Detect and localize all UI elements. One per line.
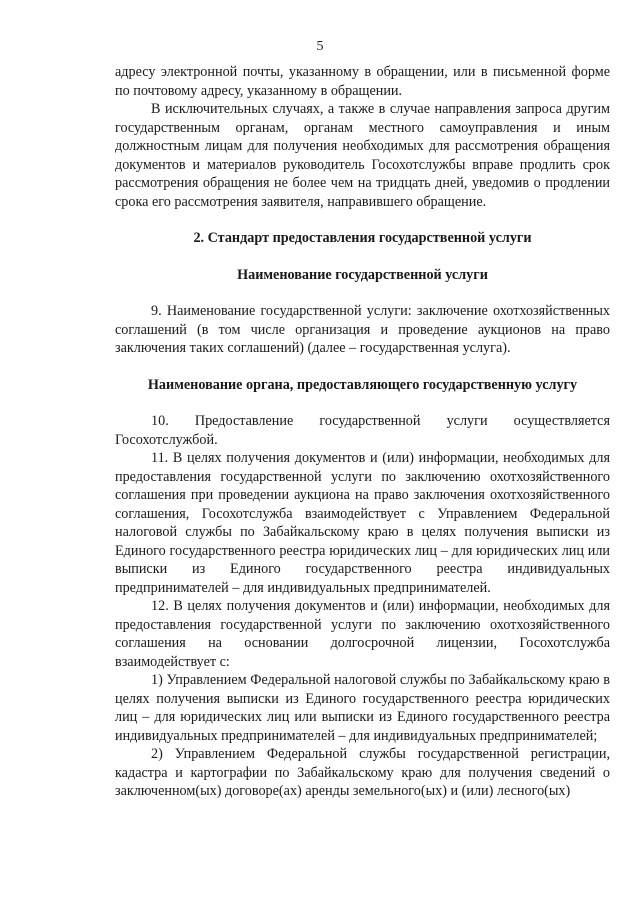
paragraph-continuation: адресу электронной почты, указанному в обращении, или в письменной форме по почтовому адресу, указанному в обращении. [115,64,610,99]
item-9: 9. Наименование государственной услуги: заключение охотхозяйственных соглашений (в том числе организация и проведение аукционов на право заключения таких соглашений) (далее – государственная услуга). [115,303,610,356]
item-12-2: 2) Управлением Федеральной службы государственной регистрации, кадастра и картографии по Забайкальскому краю для получения сведений о заключенном(ых) договоре(ах) аренды земельного(ых) и (или) лесного(ых) [115,746,610,799]
paragraph-exceptional-cases: В исключительных случаях, а также в случае направления запроса другим государственным органам, органам местного самоуправления и иным должностным лицам для получения необходимых для рассмотрения обращения документов и материалов руководитель Госохотслужбы вправе продлить срок рассмотрения обращения не более чем на тридцать дней, уведомив о продлении срока его рассмотрения заявителя, направившего обращение. [115,101,610,210]
item-12: 12. В целях получения документов и (или) информации, необходимых для предоставления государственной услуги по заключению охотхозяйственного соглашения на основании долгосрочной лицензии, Госохотслужба взаимодействует с: [115,598,610,670]
item-12-1: 1) Управлением Федеральной налоговой службы по Забайкальскому краю в целях получения выписки из Единого государственного реестра юридических лиц – для юридических лиц или выписки из Единого государственного реестра индивидуальных предпринимателей – для индивидуальных предпринимателей; [115,672,610,744]
section-heading: 2. Стандарт предоставления государственной услуги [193,230,532,246]
subsection-heading-authority: Наименование органа, предоставляющего государственную услугу [147,376,578,393]
page-number: 5 [316,39,324,54]
subsection-heading-service-name: Наименование государственной услуги [237,266,488,283]
item-10: 10. Предоставление государственной услуги осуществляется Госохотслужбой. [115,413,610,448]
item-11: 11. В целях получения документов и (или) информации, необходимых для предоставления государственной услуги по заключению охотхозяйственного соглашения при проведении аукциона на право заключения охотхозяйственного соглашения, Госохотслужба взаимодействует с Управлением Федеральной налоговой службы по Забайкальскому краю в целях получения выписки из Единого государственного реестра юридических лиц – для юридических лиц или выписки из Единого государственного реестра индивидуальных предпринимателей – для индивидуальных предпринимателей. [115,450,610,596]
page-content [115,63,610,801]
